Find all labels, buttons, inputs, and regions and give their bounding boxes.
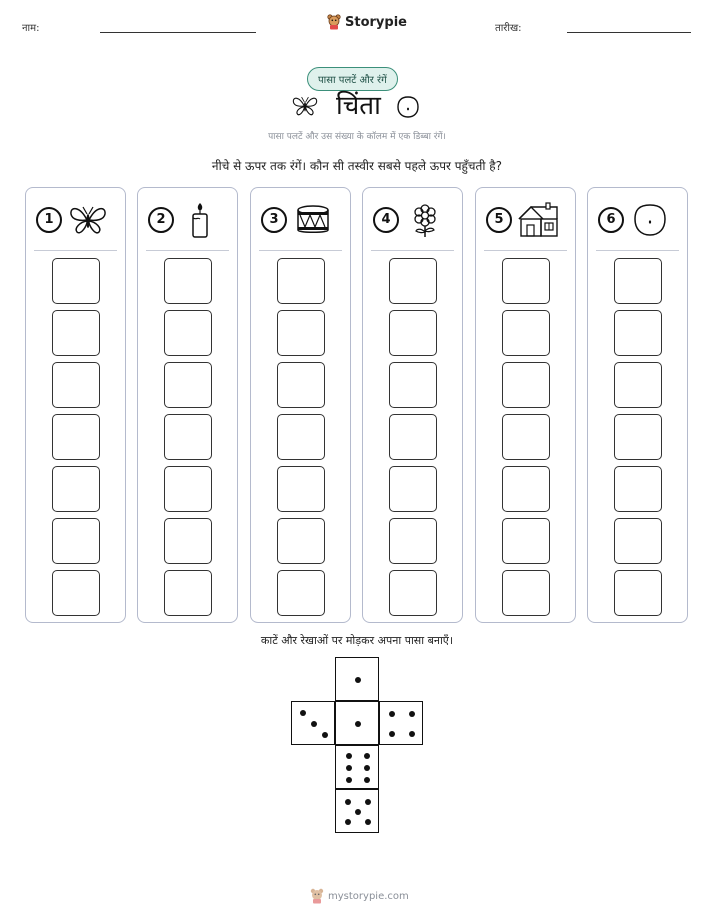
pip-dot	[345, 799, 351, 805]
color-box[interactable]	[52, 362, 100, 408]
pip-dot	[346, 765, 352, 771]
column-2	[137, 187, 238, 623]
pip-dot	[365, 819, 371, 825]
footer-url[interactable]: mystorypie.com	[328, 890, 409, 902]
column-header	[138, 202, 237, 238]
brand-logo	[327, 14, 407, 30]
color-box[interactable]	[164, 258, 212, 304]
pip-dot	[311, 721, 317, 727]
column-divider	[371, 250, 454, 251]
column-header	[476, 202, 575, 238]
candle-icon	[178, 202, 222, 238]
color-box[interactable]	[502, 570, 550, 616]
house-icon	[516, 202, 560, 238]
column-header	[251, 202, 350, 238]
column-divider	[596, 250, 679, 251]
color-box[interactable]	[52, 258, 100, 304]
column-6	[587, 187, 688, 623]
color-box[interactable]	[614, 518, 662, 564]
pip-dot	[365, 799, 371, 805]
color-box[interactable]	[52, 310, 100, 356]
bear-icon	[310, 888, 324, 904]
footer	[310, 888, 409, 904]
color-box[interactable]	[164, 310, 212, 356]
name-label: नाम:	[22, 23, 40, 34]
color-box[interactable]	[389, 414, 437, 460]
column-5	[475, 187, 576, 623]
color-box[interactable]	[502, 258, 550, 304]
date-label: तारीख:	[495, 23, 522, 34]
worried-face-icon	[396, 95, 420, 119]
pip-dot	[346, 777, 352, 783]
column-divider	[34, 250, 117, 251]
butterfly-icon	[66, 202, 110, 238]
color-box[interactable]	[502, 414, 550, 460]
column-header	[588, 202, 687, 238]
pip-dot	[389, 731, 395, 737]
color-box[interactable]	[52, 570, 100, 616]
flower-icon	[403, 202, 447, 238]
color-box[interactable]	[164, 466, 212, 512]
dice-face-4	[379, 701, 423, 745]
color-box[interactable]	[389, 570, 437, 616]
column-divider	[484, 250, 567, 251]
column-header	[26, 202, 125, 238]
color-box[interactable]	[614, 310, 662, 356]
color-box[interactable]	[277, 310, 325, 356]
pip-dot	[322, 732, 328, 738]
column-4	[362, 187, 463, 623]
pip-dot	[355, 677, 361, 683]
color-box[interactable]	[502, 310, 550, 356]
color-box[interactable]	[614, 362, 662, 408]
color-box[interactable]	[164, 414, 212, 460]
pip-dot	[300, 710, 306, 716]
page-subtitle: पासा पलटें और उस संख्या के कॉलम में एक डिब्बा रंगें।	[268, 132, 446, 142]
column-number: 3	[261, 207, 287, 233]
dice-face-3	[291, 701, 335, 745]
color-box[interactable]	[389, 310, 437, 356]
pip-dot	[409, 711, 415, 717]
instruction-text: नीचे से ऊपर तक रंगें। कौन सी तस्वीर सबसे पहले ऊपर पहुँचती है?	[211, 159, 503, 173]
page-title: चिंता	[336, 91, 381, 121]
color-box[interactable]	[389, 258, 437, 304]
column-divider	[146, 250, 229, 251]
color-box[interactable]	[52, 518, 100, 564]
color-box[interactable]	[389, 466, 437, 512]
date-line[interactable]	[567, 32, 691, 33]
column-number: 2	[148, 207, 174, 233]
color-box[interactable]	[502, 518, 550, 564]
pip-dot	[345, 819, 351, 825]
pip-dot	[389, 711, 395, 717]
brand-name: Storypie	[345, 14, 407, 30]
column-3	[250, 187, 351, 623]
color-box[interactable]	[614, 258, 662, 304]
pip-dot	[364, 777, 370, 783]
dice-face-1	[335, 657, 379, 701]
color-box[interactable]	[52, 414, 100, 460]
pip-dot	[355, 721, 361, 727]
color-box[interactable]	[277, 414, 325, 460]
color-box[interactable]	[389, 518, 437, 564]
dice-face-6	[335, 745, 379, 789]
dice-face-1	[335, 701, 379, 745]
column-number: 6	[598, 207, 624, 233]
bear-icon	[327, 14, 341, 30]
color-box[interactable]	[52, 466, 100, 512]
color-box[interactable]	[389, 362, 437, 408]
color-box[interactable]	[277, 258, 325, 304]
activity-pill: पासा पलटें और रंगें	[307, 67, 398, 91]
column-number: 1	[36, 207, 62, 233]
color-box[interactable]	[164, 362, 212, 408]
color-box[interactable]	[614, 414, 662, 460]
column-number: 5	[486, 207, 512, 233]
butterfly-icon	[290, 92, 320, 120]
color-box[interactable]	[164, 570, 212, 616]
pip-dot	[346, 753, 352, 759]
drum-icon	[291, 202, 335, 238]
pip-dot	[364, 753, 370, 759]
color-box[interactable]	[614, 466, 662, 512]
column-divider	[259, 250, 342, 251]
pip-dot	[364, 765, 370, 771]
column-1	[25, 187, 126, 623]
color-box[interactable]	[277, 466, 325, 512]
color-box[interactable]	[277, 362, 325, 408]
color-box[interactable]	[614, 570, 662, 616]
color-box[interactable]	[164, 518, 212, 564]
color-box[interactable]	[277, 570, 325, 616]
pip-dot	[355, 809, 361, 815]
worried-face-icon	[628, 202, 672, 238]
column-header	[363, 202, 462, 238]
column-number: 4	[373, 207, 399, 233]
pip-dot	[409, 731, 415, 737]
cut-instruction: काटें और रेखाओं पर मोड़कर अपना पासा बनाएँ।	[260, 634, 454, 647]
color-box[interactable]	[502, 362, 550, 408]
name-line[interactable]	[100, 32, 256, 33]
color-box[interactable]	[502, 466, 550, 512]
dice-face-5	[335, 789, 379, 833]
color-box[interactable]	[277, 518, 325, 564]
